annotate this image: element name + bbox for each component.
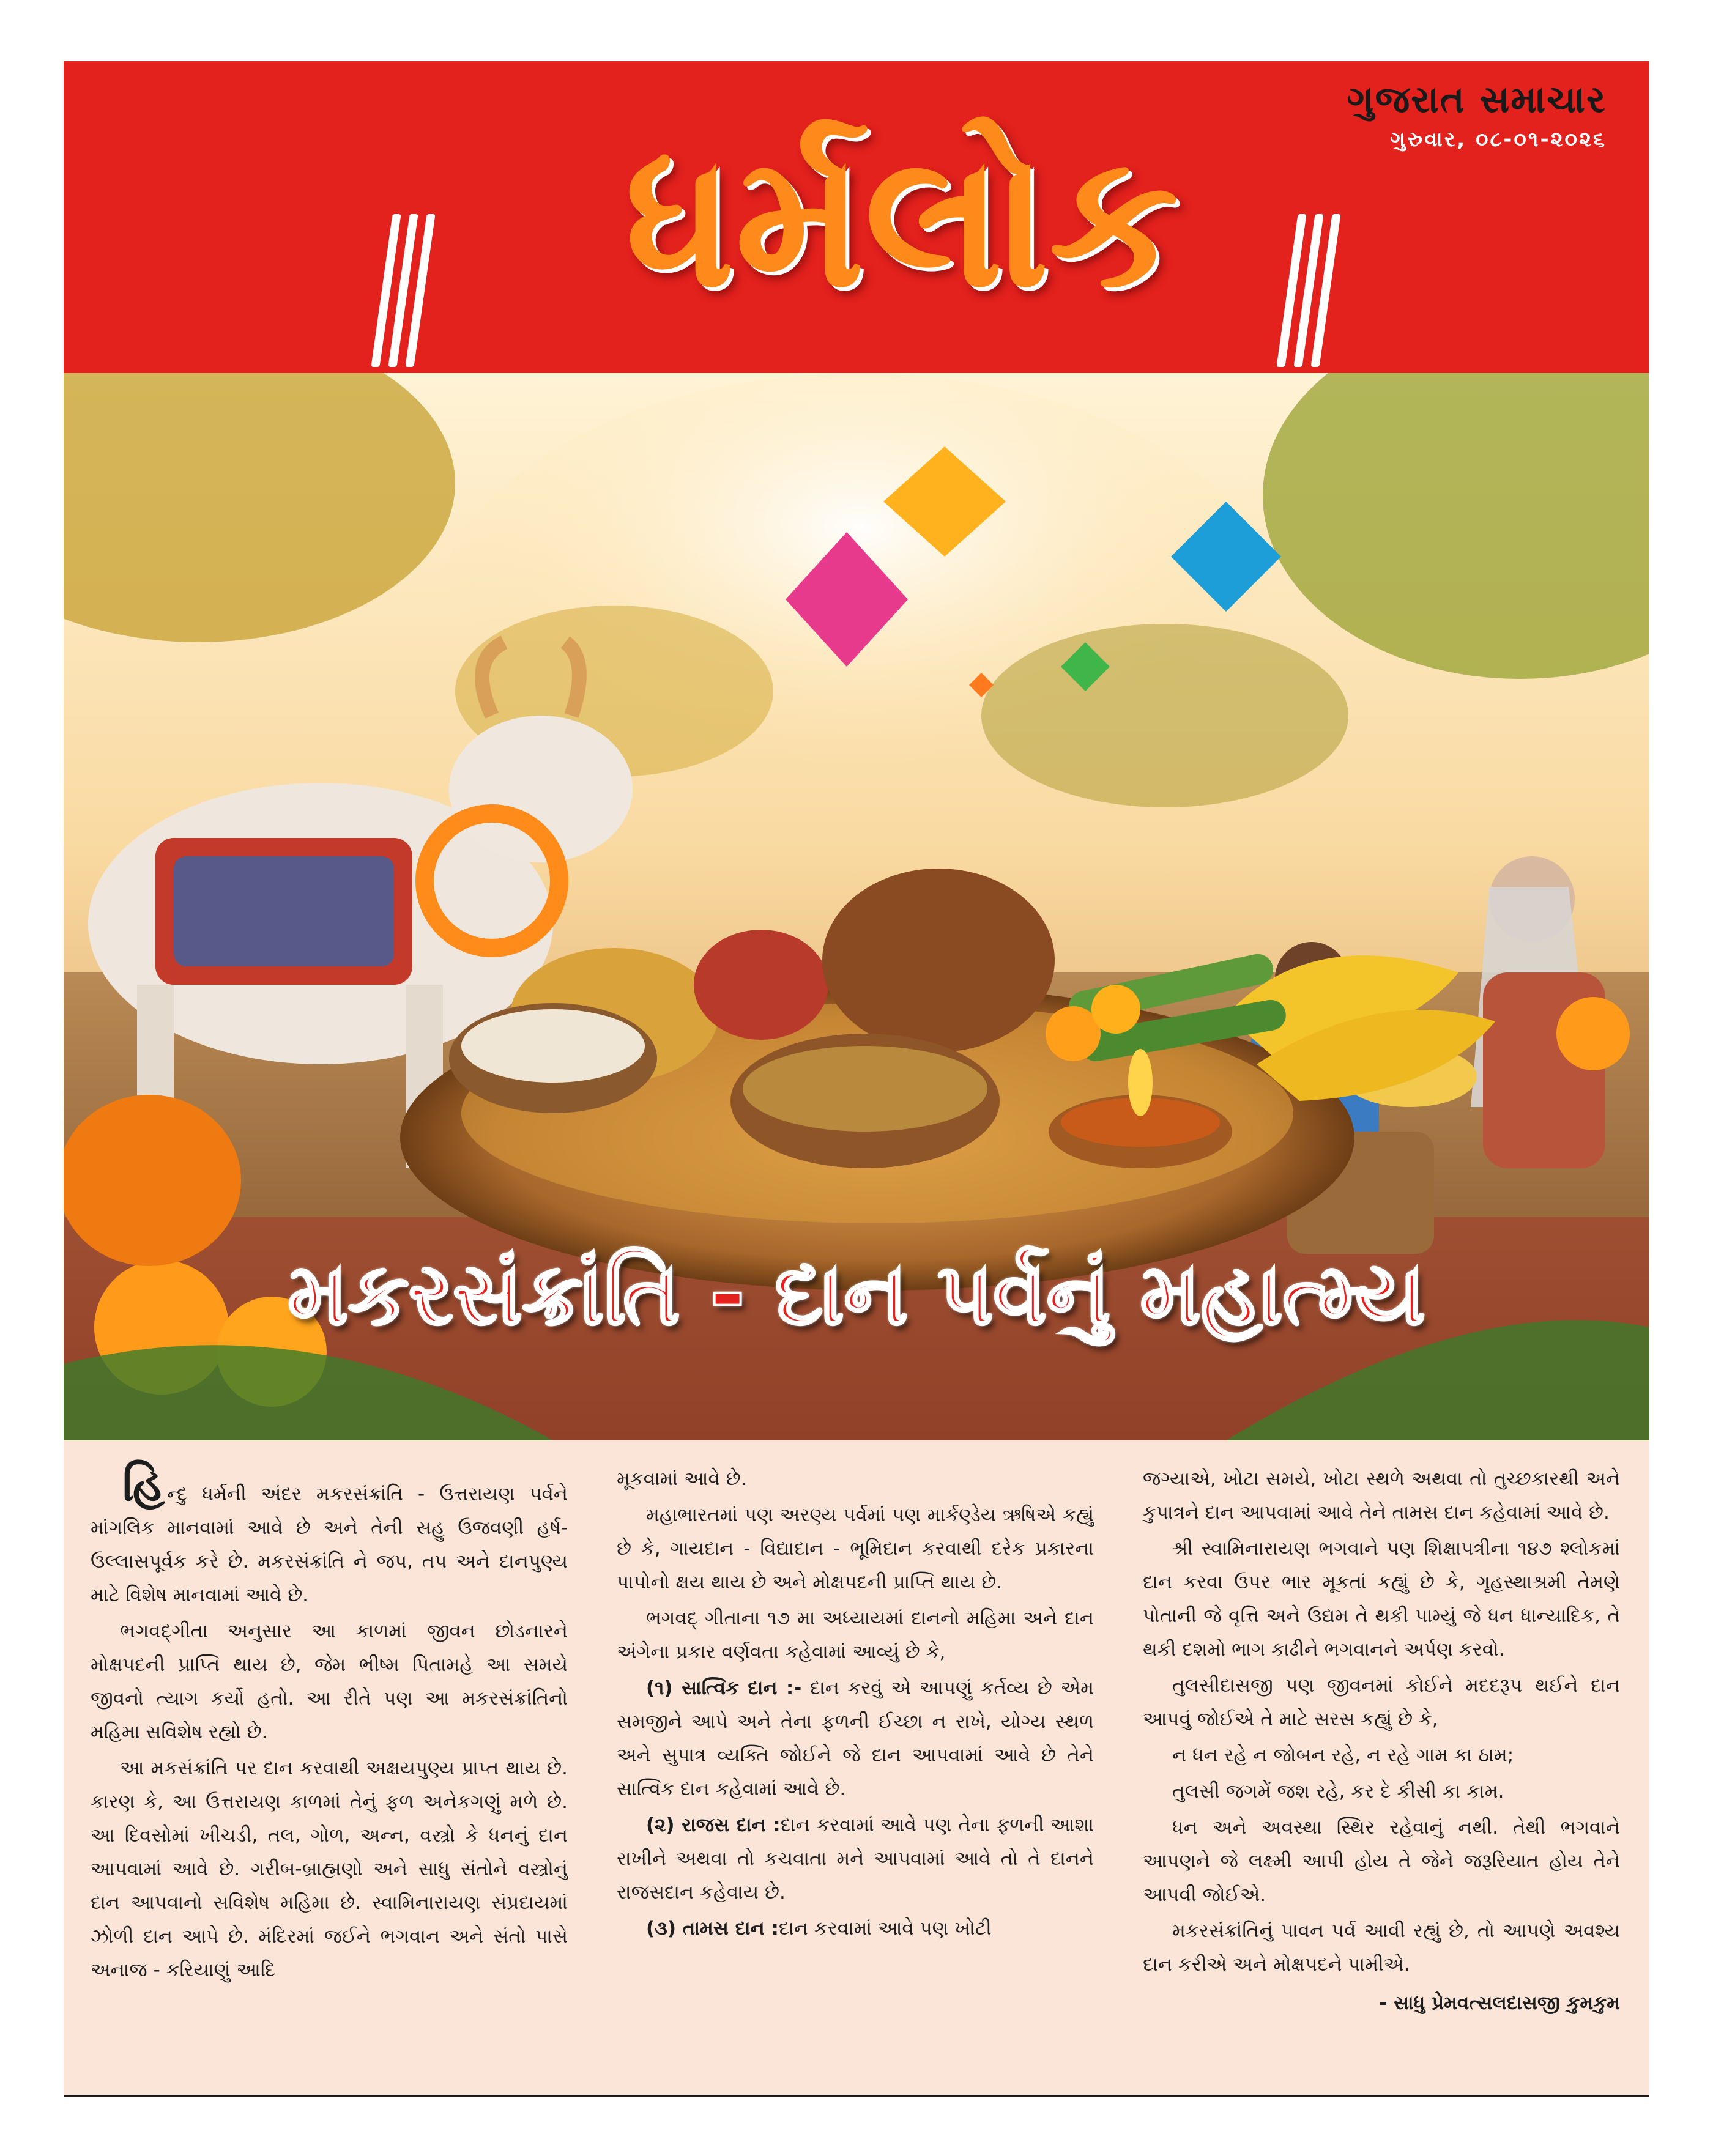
author-signature: - સાધુ પ્રેમવત્સલદાસજી કુમકુમ	[1379, 1992, 1620, 2014]
paragraph: (૩) તામસ દાન :દાન કરવામાં આવે પણ ખોટી	[646, 1917, 992, 1939]
paragraph: મહાભારતમાં પણ અરણ્ય પર્વમાં પણ માર્કણ્ડેય ઋષિએ કહ્યું છે કે, ગાયદાન - વિદ્યાદાન - ભૂમિદાન કરવાથી દરેક પ્રકારના પાપોનો ક્ષય થાય છે અને મોક્ષપદની પ્રાપ્તિ થાય છે.	[617, 1504, 1094, 1593]
paragraph: શ્રી સ્વામિનારાયણ ભગવાને પણ શિક્ષાપત્રીના ૧૪૭ શ્લોકમાં દાન કરવા ઉપર ભાર મૂકતાં કહ્યું છે કે, ગૃહસ્થાશ્રમી તેમણે પોતાની જે વૃત્તિ અને ઉદ્યમ તે થકી પામ્યું જે ધન ધાન્યાદિક, તે થકી દશમો ભાગ કાઢીને ભગવાનને અર્પણ કરવો.	[1143, 1538, 1620, 1661]
article-column-3	[1143, 1462, 1620, 2080]
article-headline: મકરસંક્રાંતિ - દાન પર્વનું મહાત્મ્ય	[288, 1245, 1425, 1344]
section-title: ધર્મલોક	[625, 112, 1179, 328]
newspaper-brand: ગુજરાત સમાચાર	[1347, 78, 1607, 121]
paragraph: ધન અને અવસ્થા સ્થિર રહેવાનું નથી. તેથી ભગવાને આપણને જે લક્ષ્મી આપી હોય તે જેને જરૂરિયાત હોય તેને આપવી જોઈએ.	[1143, 1817, 1620, 1906]
article-column-2	[617, 1462, 1094, 2080]
left-ornament	[382, 214, 425, 367]
right-ornament	[1287, 214, 1330, 367]
article-body	[64, 1440, 1649, 2097]
paragraph: મૂકવામાં આવે છે.	[617, 1468, 747, 1490]
verse-line: ન ધન રહે ન જોબન રહે, ન રહે ગામ કા ઠામ;	[1172, 1744, 1514, 1766]
paragraph: આ મકસંક્રાંતિ પર દાન કરવાથી અક્ષયપુણ્ય પ્રાપ્ત થાય છે. કારણ કે, આ ઉત્તરાયણ કાળમાં તેનું ફળ અનેકગણું મળે છે. આ દિવસોમાં ખીચડી, તલ, ગોળ, અન્ન, વસ્ત્રો કે ધનનું દાન આપવામાં આવે છે. ગરીબ-બ્રાહ્મણો અને સાધુ સંતોને વસ્ત્રોનું દાન આપવાનો સવિશેષ મહિમા છે. સ્વામિનારાયણ સંપ્રદાયમાં ઝોળી દાન આપે છે. મંદિરમાં જઈને ભગવાન અને સંતો પાસે અનાજ - કરિયાણું આદિ	[91, 1757, 568, 1981]
paragraph: ભગવદ્ગીતા અનુસાર આ કાળમાં જીવન છોડનારને મોક્ષપદની પ્રાપ્તિ થાય છે, જેમ ભીષ્મ પિતામહે આ સમયે જીવનો ત્યાગ કર્યો હતો. આ રીતે પણ આ મકરસંક્રાંતિનો મહિમા સવિશેષ રહ્યો છે.	[91, 1620, 568, 1743]
diya-flame	[1128, 1049, 1153, 1116]
paragraph: તુલસીદાસજી પણ જીવનમાં કોઈને મદદરૂપ થઈને દાન આપવું જોઈએ તે માટે સરસ કહ્યું છે કે,	[1143, 1675, 1620, 1730]
paragraph: (૨) રાજસ દાન :દાન કરવામાં આવે પણ તેના ફળની આશા રાખીને અથવા તો કચવાતા મને આપવામાં આવે તો તે દાનને રાજસદાન કહેવાય છે.	[617, 1814, 1094, 1903]
issue-date: ગુરુવાર, ૦૮-૦૧-૨૦૨૬	[1390, 127, 1607, 152]
drop-cap: હિ	[122, 1459, 165, 1511]
article-column-1	[91, 1459, 568, 2080]
paragraph: (૧) સાત્વિક દાન :- દાન કરવું એ આપણું કર્તવ્ય છે એમ સમજીને આપે અને તેના ફળની ઈચ્છા ન રાખે, યોગ્ય સ્થળ અને સુપાત્ર વ્યક્તિ જોઈને જે દાન આપવામાં આવે છે તેને સાત્વિક દાન કહેવામાં આવે છે.	[617, 1677, 1094, 1800]
paragraph: જગ્યાએ, ખોટા સમયે, ખોટા સ્થળે અથવા તો તુચ્છકારથી અને કુપાત્રને દાન આપવામાં આવે તેને તામસ દાન કહેવામાં આવે છે.	[1143, 1468, 1620, 1524]
paragraph: હિન્દુ ધર્મની અંદર મકરસંક્રાંતિ - ઉત્તરાયણ પર્વને માંગલિક માનવામાં આવે છે અને તેની સહુ ઉજવણી હર્ષ-ઉલ્લાસપૂર્વક કરે છે. મકરસંક્રાંતિ ને જપ, તપ અને દાનપુણ્ય માટે વિશેષ માનવામાં આવે છે.	[91, 1459, 568, 1606]
subheading-rajas: (૨) રાજસ દાન :	[646, 1814, 781, 1836]
paragraph: મકરસંક્રાંતિનું પાવન પર્વ આવી રહ્યું છે, તો આપણે અવશ્ય દાન કરીએ અને મોક્ષપદને પામીએ.	[1143, 1920, 1620, 1976]
masthead	[64, 61, 1649, 373]
subheading-sattvik: (૧) સાત્વિક દાન :-	[646, 1677, 802, 1699]
paragraph: ભગવદ્ ગીતાના ૧૭ મા અધ્યાયમાં દાનનો મહિમા અને દાન અંગેના પ્રકાર વર્ણવતા કહેવામાં આવ્યું છે કે,	[617, 1607, 1094, 1663]
verse-line: તુલસી જગમેં જશ રહે, કર દે કીસી કા કામ.	[1172, 1780, 1504, 1802]
hero-illustration	[64, 373, 1649, 1440]
subheading-tamas: (૩) તામસ દાન :	[646, 1917, 779, 1939]
